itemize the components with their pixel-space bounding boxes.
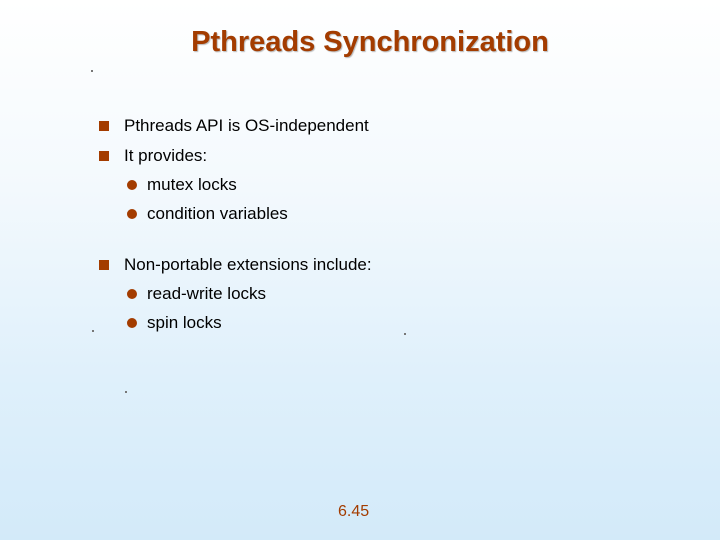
bullet-item (99, 255, 372, 275)
sub-bullet-item (127, 313, 222, 333)
speck-mark (91, 70, 93, 72)
sub-bullet-text: read-write locks (147, 284, 267, 303)
slide-title: Pthreads Synchronization (191, 26, 549, 58)
square-bullet-icon (99, 121, 109, 131)
speck-mark (125, 391, 127, 393)
sub-bullet-item (127, 175, 237, 195)
page-number: 6.45 (338, 503, 370, 520)
sub-bullet-text: spin locks (147, 313, 222, 332)
sub-bullet-item (127, 204, 288, 224)
square-bullet-icon (99, 151, 109, 161)
sub-bullet-item (127, 284, 266, 304)
sub-bullet-text: mutex locks (147, 175, 237, 194)
speck-mark (92, 330, 94, 332)
bullet-text: It provides: (124, 146, 208, 165)
bullet-text: Non-portable extensions include: (124, 255, 372, 274)
round-bullet-icon (127, 209, 137, 219)
bullet-text: Pthreads API is OS-independent (124, 116, 369, 135)
round-bullet-icon (127, 180, 137, 190)
bullet-item (99, 116, 369, 136)
round-bullet-icon (127, 289, 137, 299)
speck-mark (404, 333, 406, 335)
round-bullet-icon (127, 318, 137, 328)
square-bullet-icon (99, 260, 109, 270)
sub-bullet-text: condition variables (147, 204, 288, 223)
bullet-item (99, 146, 207, 166)
